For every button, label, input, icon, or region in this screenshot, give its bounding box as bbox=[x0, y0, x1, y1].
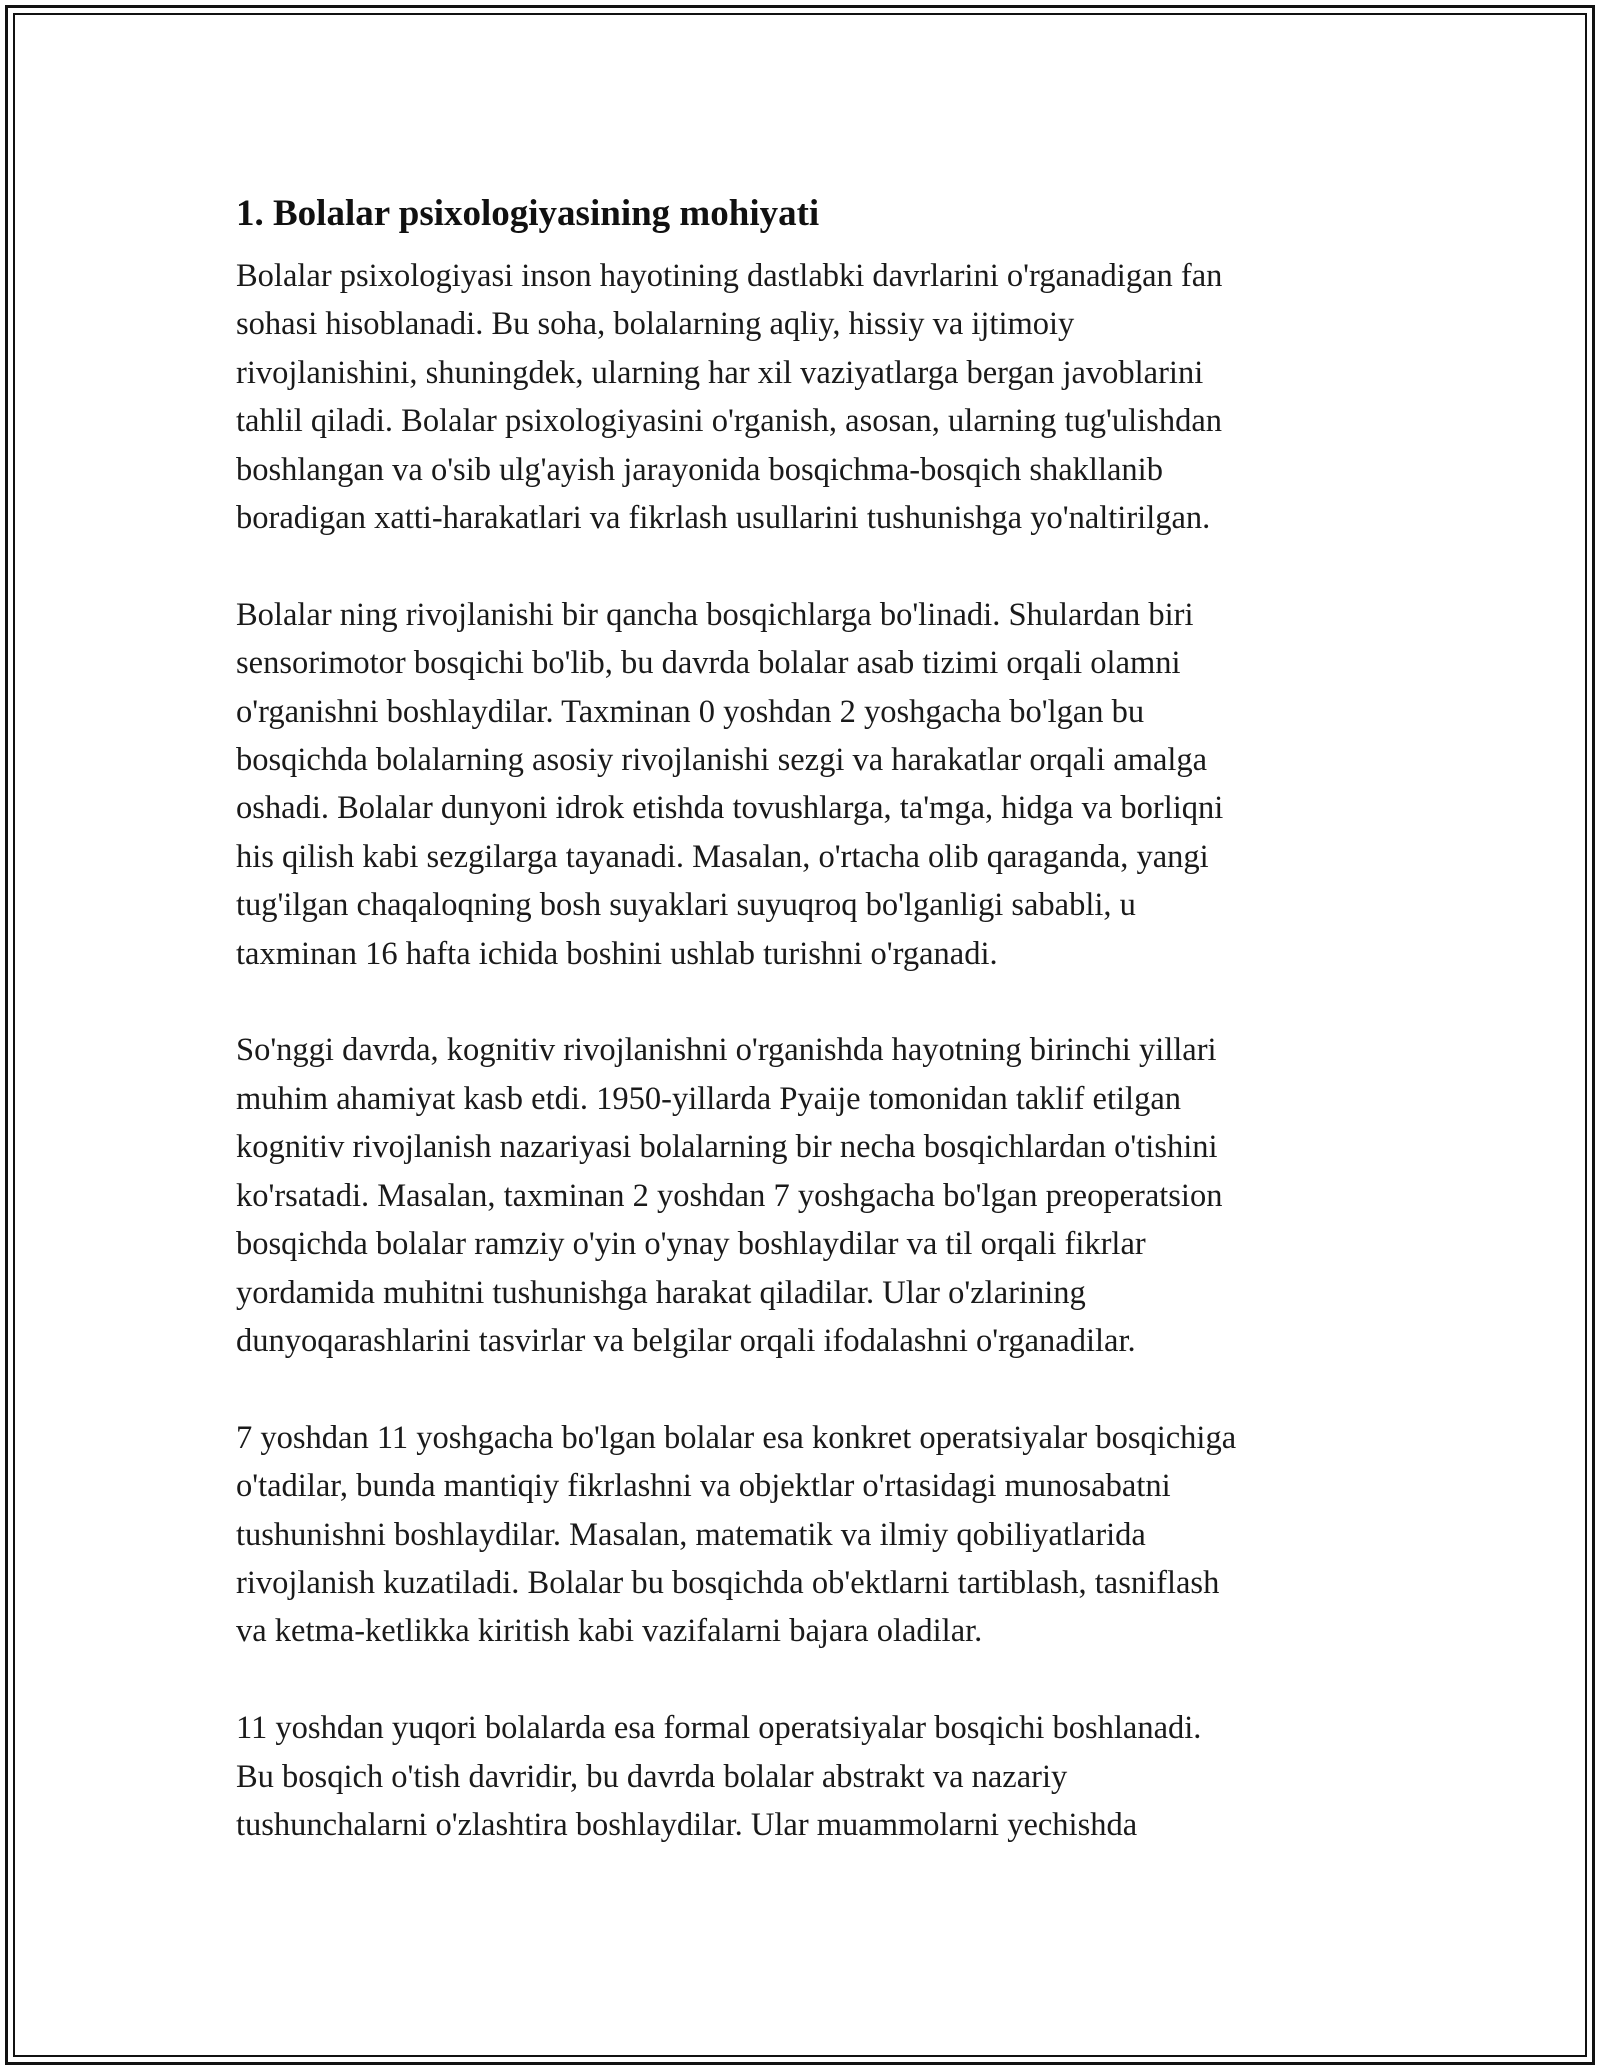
paragraph-cognitive: So'nggi davrda, kognitiv rivojlanishni o'rganishda hayotning birinchi yillari muhim ahamiyat kasb etdi. 1950-yillarda Pyaije tomonidan taklif etilgan kognitiv rivojlanish nazariyasi bolalarning bir necha bosqichlardan o'tishini ko'rsatadi. Masalan, taxminan 2 yoshdan 7 yoshgacha bo'lgan preoperatsion bosqichda bolalar ramziy o'yin o'ynay boshlaydilar va til orqali fikrlar yordamida muhitni tushunishga harakat qiladilar. Ular o'zlarining dunyoqarashlarini tasvirlar va belgilar orqali ifodalashni o'rganadilar. bbox=[236, 1032, 1223, 1359]
paragraph-intro: Bolalar psixologiyasi inson hayotining dastlabki davrlarini o'rganadigan fan sohasi hisoblanadi. Bu soha, bolalarning aqliy, hissiy va ijtimoiy rivojlanishini, shuningdek, ularning har xil vaziyatlarga bergan javoblarini tahlil qiladi. Bolalar psixologiyasini o'rganish, asosan, ularning tug'ulishdan boshlangan va o'sib ulg'ayish jarayonida bosqichma-bosqich shakllanib boradigan xatti-harakatlari va fikrlash usullarini tushunishga yo'naltirilgan. bbox=[236, 258, 1223, 537]
paragraph-sensorimotor: Bolalar ning rivojlanishi bir qancha bosqichlarga bo'linadi. Shulardan biri sensorimotor bosqichi bo'lib, bu davrda bolalar asab tizimi orqali olamni o'rganishni boshlaydilar. Taxminan 0 yoshdan 2 yoshgacha bo'lgan bu bosqichda bolalarning asosiy rivojlanishi sezgi va harakatlar orqali amalga oshadi. Bolalar dunyoni idrok etishda tovushlarga, ta'mga, hidga va borliqni his qilish kabi sezgilarga tayanadi. Masalan, o'rtacha olib qaraganda, yangi tug'ilgan chaqaloqning bosh suyaklari suyuqroq bo'lganligi sababli, u taxminan 16 hafta ichida boshini ushlab turishni o'rganadi. bbox=[236, 596, 1224, 972]
paragraph-formal-operations: 11 yoshdan yuqori bolalarda esa formal operatsiyalar bosqichi boshlanadi. Bu bosqich o'tish davridir, bu davrda bolalar abstrakt va nazariy tushunchalarni o'zlashtira boshlaydilar. Ular muammolarni yechishda bbox=[236, 1710, 1202, 1843]
document-body bbox=[236, 184, 1376, 1898]
section-heading: 1. Bolalar psixologiyasining mohiyati bbox=[236, 193, 820, 234]
paragraph-concrete-operations: 7 yoshdan 11 yoshgacha bo'lgan bolalar esa konkret operatsiyalar bosqichiga o'tadilar, bunda mantiqiy fikrlashni va objektlar o'rtasidagi munosabatni tushunishni boshlaydilar. Masalan, matematik va ilmiy qobiliyatlarida rivojlanish kuzatiladi. Bolalar bu bosqichda ob'ektlarni tartiblash, tasniflash va ketma-ketlikka kiritish kabi vazifalarni bajara oladilar. bbox=[236, 1419, 1237, 1650]
